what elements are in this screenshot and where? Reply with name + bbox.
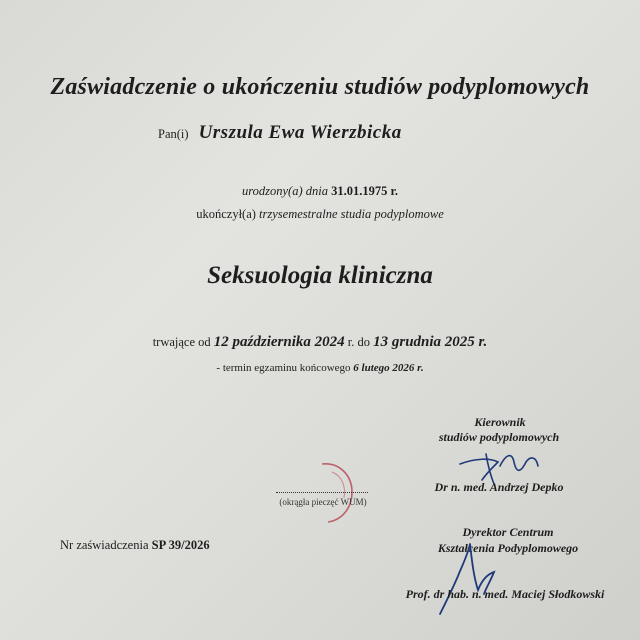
course-name: Seksuologia kliniczna xyxy=(207,262,433,289)
head-title-line1: Kierownik xyxy=(474,415,526,429)
exam-date: 6 lutego 2026 r. xyxy=(353,362,424,374)
completed-label: ukończył(a) xyxy=(196,207,256,221)
period-end: 13 grudnia 2025 r. xyxy=(373,334,488,350)
stamp-caption: (okrągła pieczęć WUM) xyxy=(279,497,367,507)
exam-label: - termin egzaminu końcowego xyxy=(216,362,351,374)
period-row xyxy=(0,334,640,351)
exam-row xyxy=(0,362,640,374)
birth-date-row xyxy=(0,184,640,199)
day-label: dnia xyxy=(305,184,328,198)
head-title-line2: studiów podyplomowych xyxy=(438,430,560,444)
period-label: trwające od xyxy=(152,335,211,349)
stamp-mark xyxy=(310,458,360,528)
certificate-label: Nr zaświadczenia xyxy=(60,538,149,552)
period-start: 12 października 2024 xyxy=(213,334,345,350)
stamp-line xyxy=(276,492,368,493)
director-signature xyxy=(424,532,514,622)
period-r: r. xyxy=(347,335,355,349)
period-to: do xyxy=(357,335,370,349)
birth-date: 31.01.1975 r. xyxy=(331,184,399,198)
completed-row xyxy=(0,207,640,222)
director-title-line2: Kształcenia Podyplomowego xyxy=(437,541,579,555)
document-title: Zaświadczenie o ukończeniu studiów podyplomowych xyxy=(50,74,590,100)
born-label: urodzony(a) xyxy=(241,184,303,198)
certificate-number: SP 39/2026 xyxy=(151,538,210,552)
certificate-number-row xyxy=(60,538,210,553)
recipient-row xyxy=(158,122,402,144)
recipient-name: Urszula Ewa Wierzbicka xyxy=(198,122,402,143)
recipient-prefix: Pan(i) xyxy=(158,127,189,141)
director-title-line1: Dyrektor Centrum xyxy=(462,525,554,539)
program-type: trzysemestralne studia podyplomowe xyxy=(259,207,444,221)
head-name: Dr n. med. Andrzej Depko xyxy=(434,480,564,494)
director-name: Prof. dr hab. n. med. Maciej Słodkowski xyxy=(405,587,605,601)
